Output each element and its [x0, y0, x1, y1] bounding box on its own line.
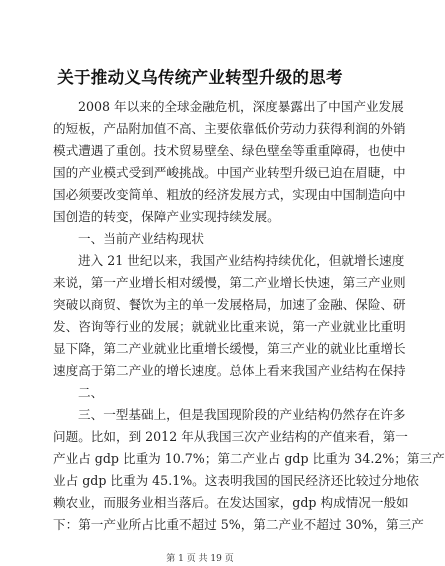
paragraph-line: 问题。比如，到 2012 年从我国三次产业结构的产值来看，第一 — [53, 429, 408, 444]
paragraph-line: 的短板，产品附加值不高、主要依靠低价劳动力获得利润的外销 — [53, 121, 406, 136]
paragraph-line: 国创造的转变，保障产业实现持续发展。 — [53, 209, 280, 224]
paragraph-line: 国必须要改变简单、粗放的经济发展方式，实现由中国制造向中 — [53, 187, 406, 202]
document-title: 关于推动义乌传统产业转型升级的思考 — [57, 68, 343, 87]
paragraph-line: 发、咨询等行业的发展；就就业比重来说，第一产业就业比重明 — [53, 319, 406, 334]
section-heading: 二、 — [78, 385, 104, 400]
paragraph-line: 模式遭遇了重创。技术贸易壁垒、绿色壁垒等重重障碍，也使中 — [53, 143, 406, 158]
paragraph-line: 国的产业模式受到严峻挑战。中国产业转型升级已迫在眉睫，中 — [53, 165, 406, 180]
paragraph-line: 速度高于第二产业的增长速度。总体上看来我国产业结构在保持 — [53, 363, 406, 378]
paragraph-line: 赖农业，而服务业相当落后。在发达国家，gdp 构成情况一般如 — [53, 495, 409, 510]
paragraph-line: 三、一型基础上，但是我国现阶段的产业结构仍然存在许多 — [78, 407, 406, 422]
document-body — [53, 96, 445, 536]
paragraph-line: 2008 年以来的全球金融危机，深度暴露出了中国产业发展 — [78, 99, 404, 114]
section-heading: 一、当前产业结构现状 — [78, 231, 204, 246]
paragraph-line: 产业占 gdp 比重为 10.7%；第二产业占 gdp 比重为 34.2%；第三产 — [53, 451, 445, 466]
page-footer: 第 1 页 共 19 页 — [166, 554, 234, 564]
paragraph-line: 进入 21 世纪以来，我国产业结构持续优化，但就增长速度 — [78, 253, 405, 268]
paragraph-line: 来说，第一产业增长相对缓慢，第二产业增长快速，第三产业则 — [53, 275, 406, 290]
paragraph-line: 显下降，第二产业就业比重增长缓慢，第三产业的就业比重增长 — [53, 341, 406, 356]
paragraph-line: 突破以商贸、餐饮为主的单一发展格局，加速了金融、保险、研 — [53, 297, 406, 312]
paragraph-line: 下：第一产业所占比重不超过 5%，第二产业不超过 30%，第三产 — [53, 517, 424, 532]
paragraph-line: 业占 gdp 比重为 45.1%。这表明我国的国民经济还比较过分地依 — [53, 473, 419, 488]
